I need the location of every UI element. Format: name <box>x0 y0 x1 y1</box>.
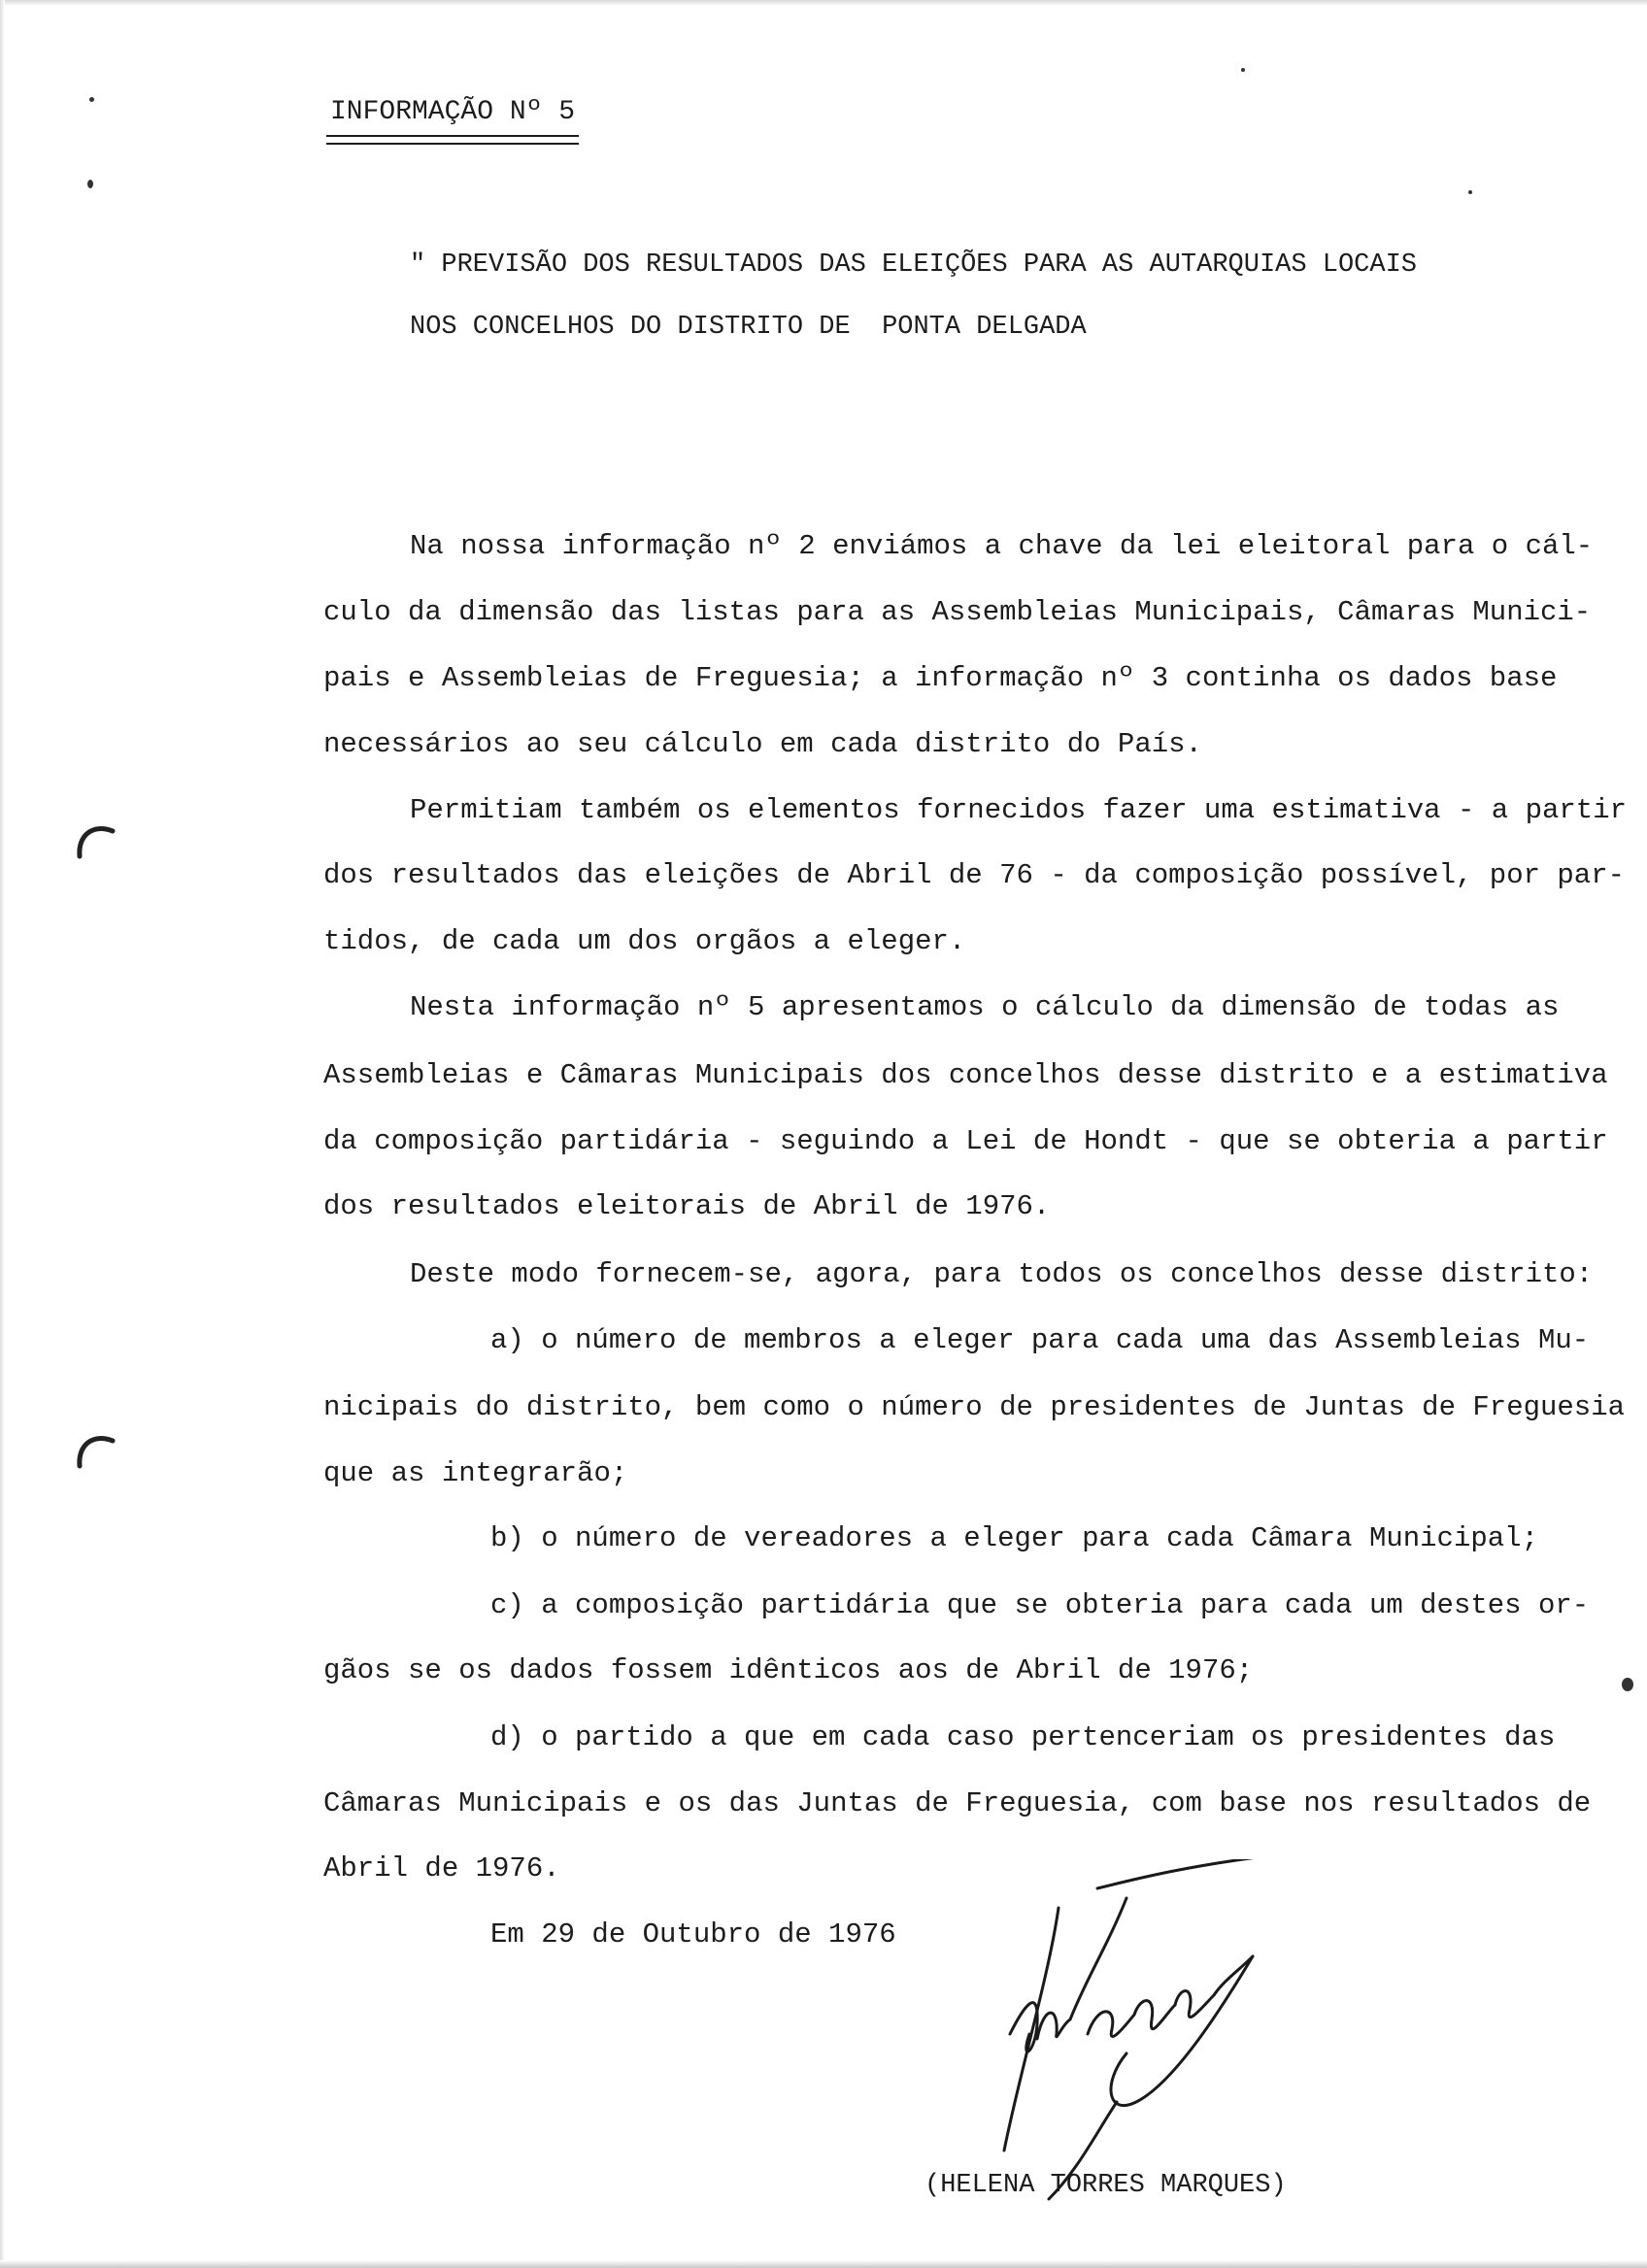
body-line: d) o partido a que em cada caso pertenceriam os presidentes das <box>490 1721 1556 1753</box>
body-line: dos resultados eleitorais de Abril de 1976. <box>323 1190 1051 1222</box>
body-line: c) a composição partidária que se obteria para cada um destes or- <box>490 1589 1590 1621</box>
body-line: tidos, de cada um dos orgãos a eleger. <box>323 925 966 957</box>
scan-speck <box>87 180 93 188</box>
handwritten-signature <box>981 1859 1311 2209</box>
scan-speck <box>1622 1678 1633 1691</box>
body-line: Permitiam também os elementos fornecidos fazer uma estimativa - a partir <box>410 794 1628 826</box>
scan-edge-top <box>0 0 1647 6</box>
body-line: pais e Assembleias de Freguesia; a informação nº 3 continha os dados base <box>323 662 1558 694</box>
body-line: dos resultados das eleições de Abril de 76 - da composição possível, por par- <box>323 859 1626 891</box>
body-line: necessários ao seu cálculo em cada distrito do País. <box>323 728 1202 760</box>
body-line: nicipais do distrito, bem como o número de presidentes de Juntas de Freguesia <box>323 1391 1626 1423</box>
body-line: que as integrarão; <box>323 1457 628 1489</box>
body-line: Câmaras Municipais e os das Juntas de Freguesia, com base nos resultados de <box>323 1787 1592 1819</box>
title-line: NOS CONCELHOS DO DISTRITO DE PONTA DELGADA <box>410 313 1087 342</box>
body-line: gãos se os dados fossem idênticos aos de Abril de 1976; <box>323 1654 1254 1686</box>
scan-speck <box>1468 190 1472 194</box>
body-line: Abril de 1976. <box>323 1852 560 1884</box>
body-line: Deste modo fornecem-se, agora, para todos os concelhos desse distrito: <box>410 1258 1594 1290</box>
title-line: " PREVISÃO DOS RESULTADOS DAS ELEIÇÕES PARA AS AUTARQUIAS LOCAIS <box>410 250 1417 280</box>
body-line: Nesta informação nº 5 apresentamos o cálculo da dimensão de todas as <box>410 991 1560 1023</box>
heading-underline <box>326 143 579 145</box>
scan-speck <box>89 97 94 102</box>
scan-edge-bottom <box>0 2260 1647 2268</box>
scan-speck <box>1241 68 1245 72</box>
body-line: culo da dimensão das listas para as Assembleias Municipais, Câmaras Munici- <box>323 596 1592 628</box>
body-line: Assembleias e Câmaras Municipais dos concelhos desse distrito e a estimativa <box>323 1059 1608 1091</box>
body-line: Na nossa informação nº 2 enviámos a chave da lei eleitoral para o cál- <box>410 530 1594 562</box>
body-line: da composição partidária - seguindo a Lei de Hondt - que se obteria a partir <box>323 1125 1608 1157</box>
scan-edge-left <box>0 0 5 2268</box>
punch-hole-icon <box>74 817 118 866</box>
document-heading: INFORMAÇÃO Nº 5 <box>330 97 576 127</box>
heading-underline <box>326 135 579 137</box>
punch-hole-icon <box>74 1427 118 1476</box>
date-line: Em 29 de Outubro de 1976 <box>490 1918 896 1951</box>
body-line: a) o número de membros a eleger para cada uma das Assembleias Mu- <box>490 1324 1590 1356</box>
body-line: b) o número de vereadores a eleger para cada Câmara Municipal; <box>490 1522 1538 1554</box>
signatory-name: (HELENA TORRES MARQUES) <box>924 2171 1287 2200</box>
